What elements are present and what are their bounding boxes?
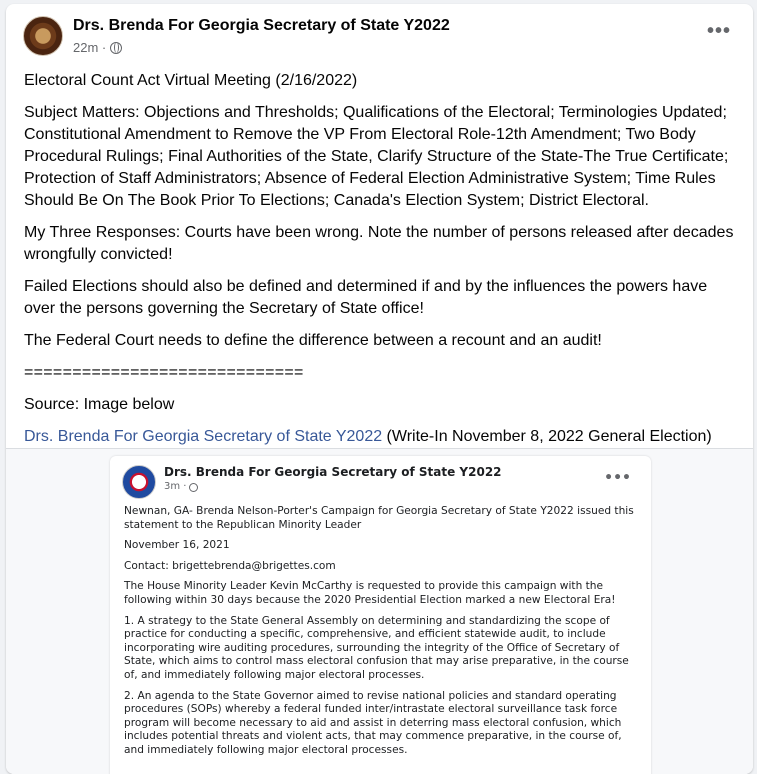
post-meta <box>73 39 450 57</box>
embedded-body <box>124 505 640 765</box>
post-paragraph: The Federal Court needs to define the difference between a recount and an audit! <box>24 332 602 349</box>
post-paragraph <box>24 426 738 448</box>
embedded-post-screenshot <box>110 456 651 774</box>
globe-icon <box>110 42 122 54</box>
post-image[interactable] <box>6 449 753 774</box>
more-options-icon[interactable]: ••• <box>706 20 731 42</box>
embedded-paragraph: 2. An agenda to the State Governor aimed to revise national policies and standard operating procedures (SOPs) whereby a federal funded inter/intrastate electoral surveillance task force program will become necessary to aid and assist in deterring mass electoral confusion, which includes potential threats and violent acts, that may commence preparative, in the course of, and immediately following major electoral processes. <box>124 689 622 756</box>
post-author[interactable]: Drs. Brenda For Georgia Secretary of State Y2022 <box>73 17 450 34</box>
post-paragraph: Failed Elections should also be defined and determined if and by the influences the powers have over the persons governing the Secretary of State office! <box>24 278 708 317</box>
embedded-timestamp: 3m · <box>164 481 187 492</box>
page-link[interactable]: Drs. Brenda For Georgia Secretary of State Y2022 <box>24 428 383 445</box>
post-paragraph: My Three Responses: Courts have been wrong. Note the number of persons released after decades wrongfully convicted! <box>24 224 734 263</box>
separator-line: ============================= <box>24 364 304 381</box>
post-body <box>24 70 738 458</box>
post-paragraph: Subject Matters: Objections and Thresholds; Qualifications of the Electoral; Terminologies Updated; Constitutional Amendment to Remove the VP From Electoral Role-12th Amendment; Two Body Procedural Rulings; Final Authorities of the State, Clarify Structure of the State-The True Certificate; Protection of Staff Administrators; Absence of Federal Election Administrative System; Time Rules Should Be On The Book Prior To Elections; Canada's Election System; District Electoral. <box>24 104 729 209</box>
post-timestamp[interactable]: 22m · <box>73 40 107 55</box>
embedded-header <box>122 465 502 499</box>
embedded-paragraph: The House Minority Leader Kevin McCarthy is requested to provide this campaign with the following within 30 days because the 2020 Presidential Election marked a new Electoral Era! <box>124 580 616 606</box>
globe-icon <box>189 483 198 492</box>
embedded-paragraph: Contact: brigettebrenda@brigettes.com <box>124 559 336 572</box>
page-link-suffix: (Write-In November 8, 2022 General Election) <box>382 428 712 445</box>
embedded-more-icon: ••• <box>604 470 631 486</box>
embedded-author: Drs. Brenda For Georgia Secretary of State Y2022 <box>164 465 502 479</box>
post-header <box>23 16 450 57</box>
post-paragraph: Source: Image below <box>24 396 175 413</box>
page-avatar[interactable] <box>23 16 63 56</box>
embedded-paragraph: November 16, 2021 <box>124 539 230 552</box>
embedded-avatar <box>122 465 156 499</box>
post-card <box>6 4 753 774</box>
embedded-paragraph: Newnan, GA- Brenda Nelson-Porter's Campaign for Georgia Secretary of State Y2022 issued this statement to the Republican Minority Leader <box>124 505 634 531</box>
embedded-paragraph: 1. A strategy to the State General Assembly on determining and standardizing the scope of practice for conducting a specific, comprehensive, and efficient statewide audit, to include incorporating wire auditing procedures, surrounding the integrity of the Office of Secretary of State, which aims to control mass electoral confusion that may arise preparative, in the course of, and immediately following major electoral processes. <box>124 614 629 681</box>
post-paragraph: Electoral Count Act Virtual Meeting (2/16/2022) <box>24 72 358 89</box>
